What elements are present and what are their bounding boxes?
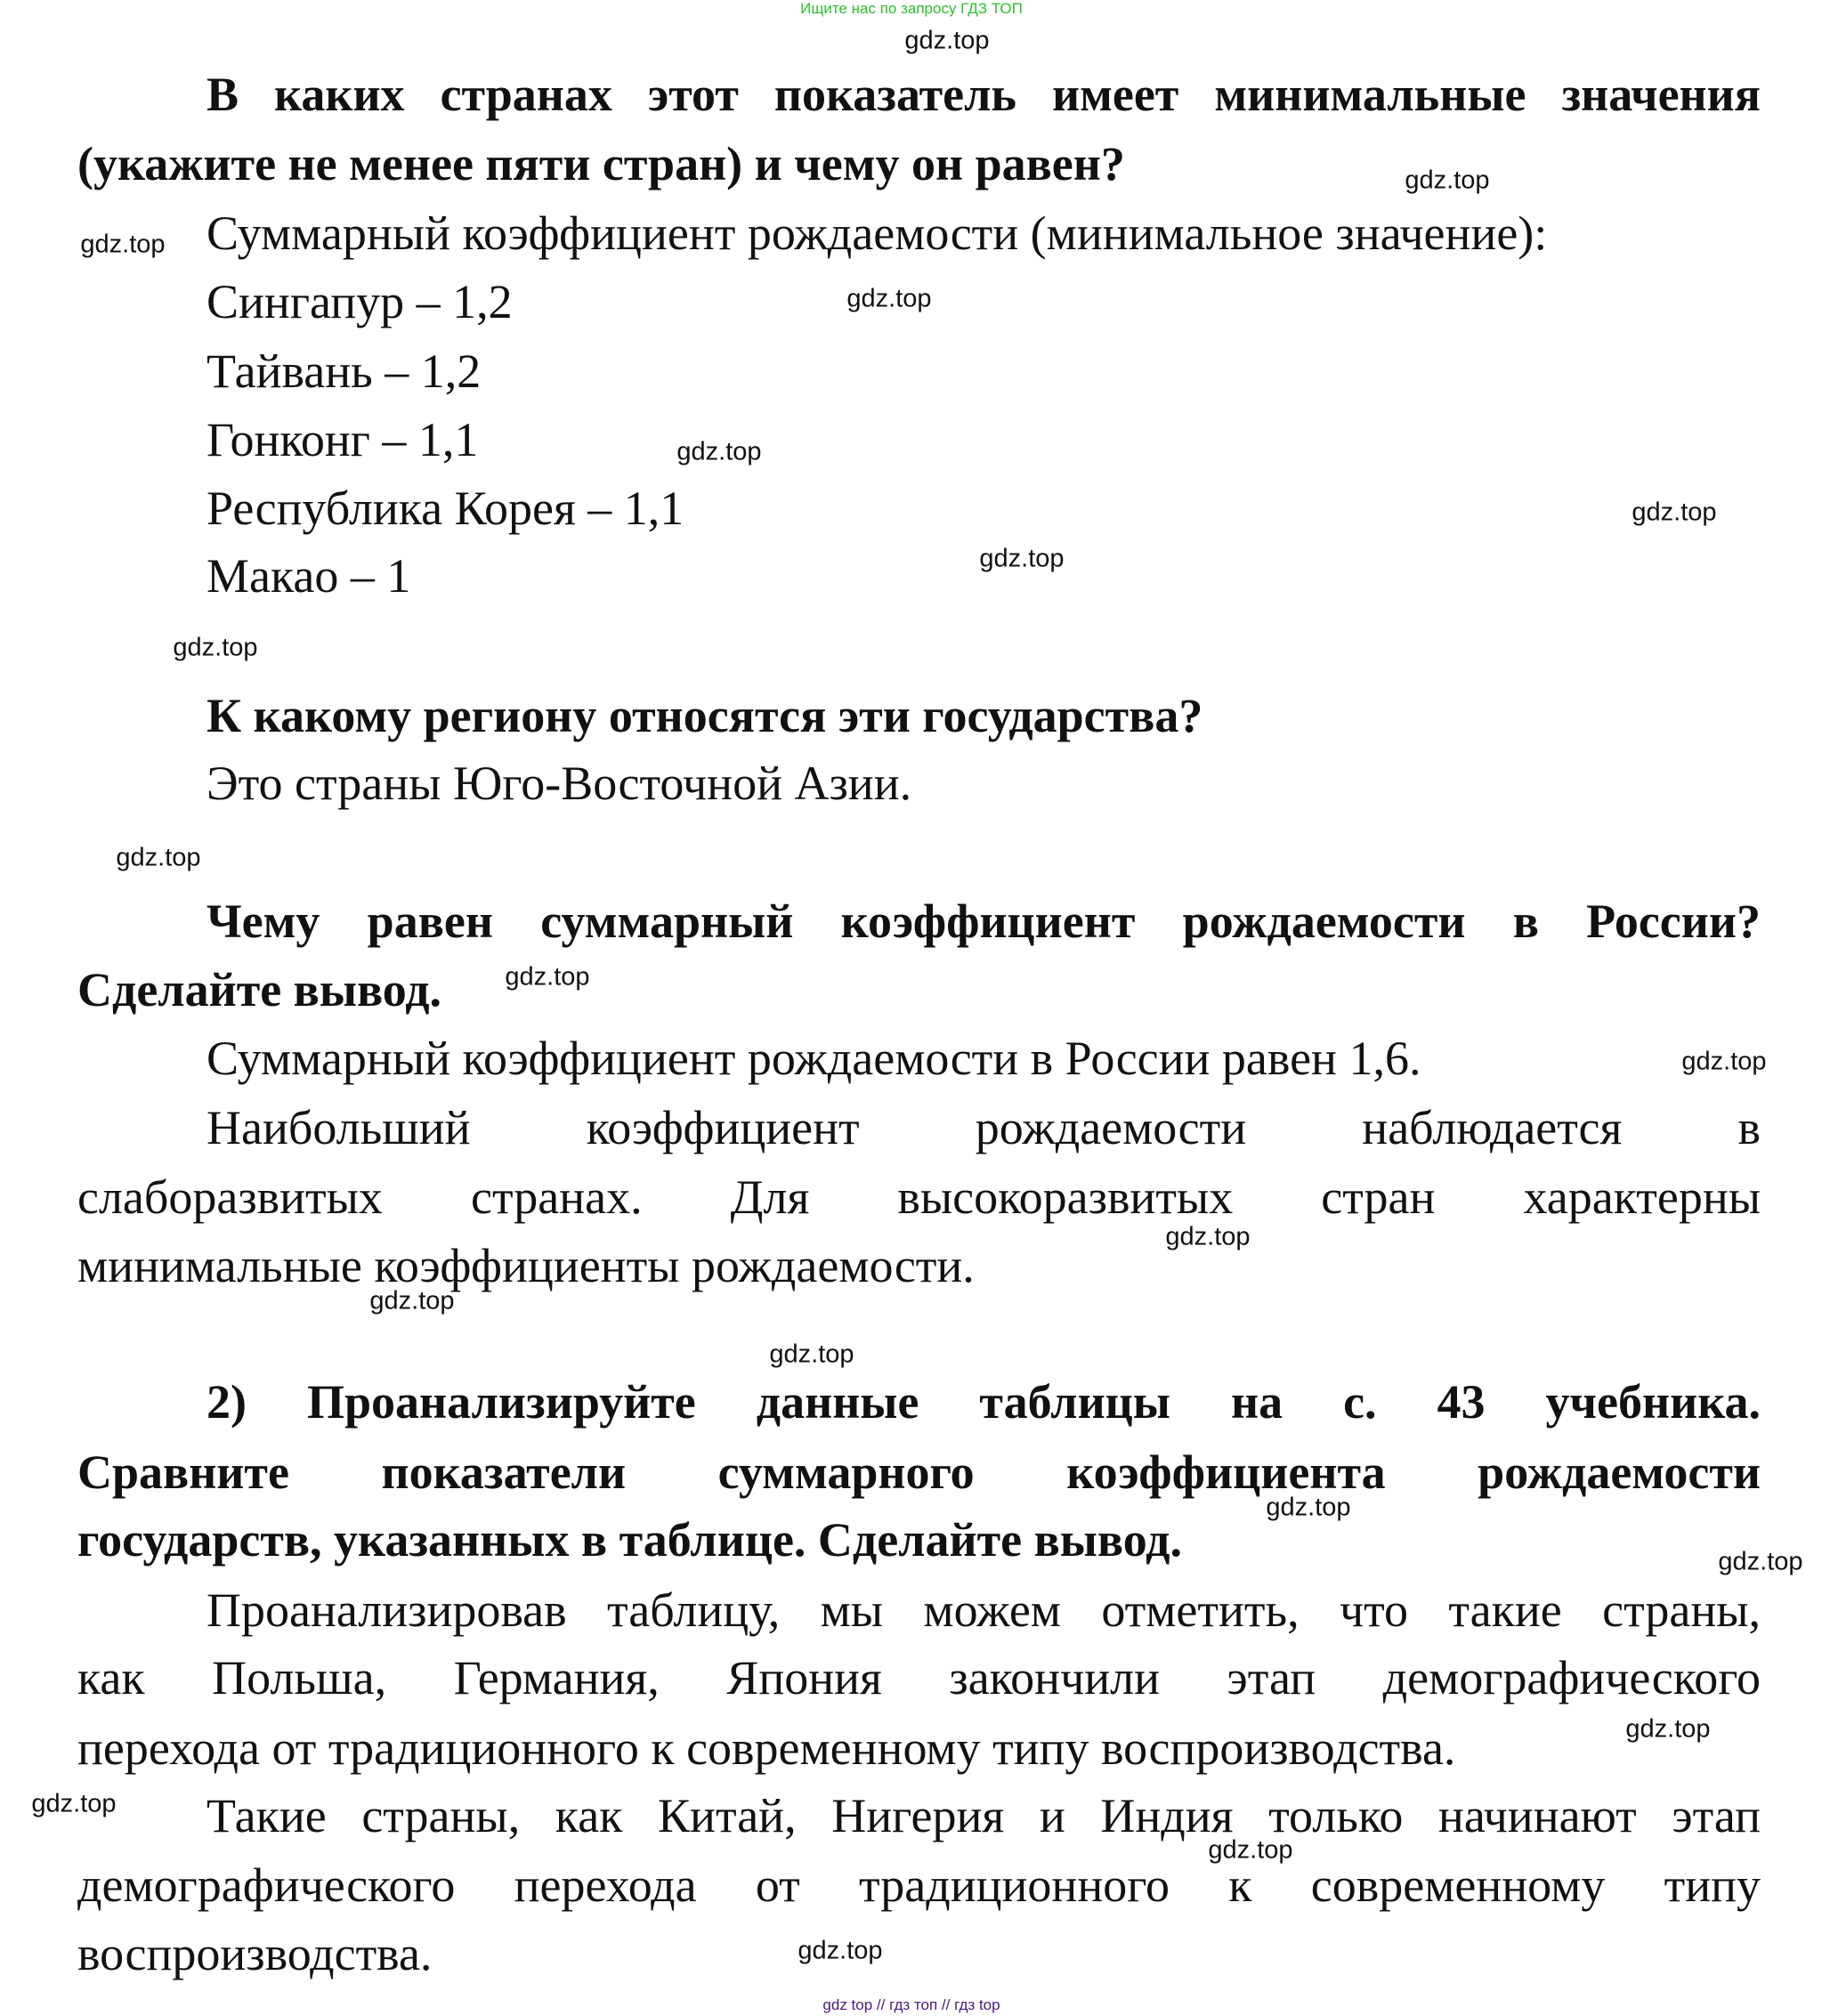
country-item: Тайвань – 1,2 <box>206 344 482 398</box>
watermark: gdz.top <box>1405 166 1490 195</box>
watermark: gdz.top <box>1208 1835 1293 1865</box>
watermark: gdz.top <box>979 544 1065 573</box>
watermark: gdz.top <box>369 1286 455 1316</box>
answer-line: Суммарный коэффициент рождаемости (минимальное значение): <box>206 206 1548 260</box>
answer-line: слаборазвитых странах. Для высокоразвитых стран характерны <box>77 1170 1761 1224</box>
task-line: государств, указанных в таблице. Сделайте вывод. <box>77 1513 1182 1567</box>
answer-line: Суммарный коэффициент рождаемости в России равен 1,6. <box>206 1032 1421 1085</box>
question-line: Сделайте вывод. <box>77 963 442 1016</box>
answer-line: Такие страны, как Китай, Нигерия и Индия только начинают этап <box>206 1789 1761 1842</box>
answer-line: Проанализировав таблицу, мы можем отметить, что такие страны, <box>206 1583 1761 1637</box>
country-item: Гонконг – 1,1 <box>206 413 479 466</box>
question-line: Чему равен суммарный коэффициент рождаемости в России? <box>206 895 1761 948</box>
country-item: Макао – 1 <box>206 549 411 603</box>
watermark: gdz.top <box>80 230 166 259</box>
question-line: В каких странах этот показатель имеет минимальные значения <box>206 68 1761 121</box>
watermark: gdz.top <box>1266 1493 1351 1522</box>
answer-line: воспроизводства. <box>77 1927 433 1980</box>
country-item: Республика Корея – 1,1 <box>206 482 684 535</box>
question-line: (укажите не менее пяти стран) и чему он равен? <box>77 137 1125 190</box>
watermark: gdz.top <box>1718 1547 1803 1576</box>
answer-line: как Польша, Германия, Япония закончили этап демографического <box>77 1651 1761 1704</box>
watermark: gdz.top <box>1165 1222 1251 1251</box>
task-line: 2) Проанализируйте данные таблицы на с. 43 учебника. <box>206 1375 1761 1429</box>
watermark: gdz.top <box>505 962 590 992</box>
answer-line: Наибольший коэффициент рождаемости наблюдается в <box>206 1101 1761 1154</box>
watermark: gdz.top <box>846 284 932 313</box>
question-line: К какому региону относятся эти государства? <box>206 689 1203 742</box>
answer-line: Это страны Юго-Восточной Азии. <box>206 757 912 810</box>
watermark: gdz.top <box>769 1340 854 1369</box>
watermark: gdz.top <box>31 1789 117 1818</box>
task-line: Сравните показатели суммарного коэффициента рождаемости <box>77 1445 1761 1499</box>
watermark: gdz.top <box>904 26 990 55</box>
answer-line: минимальные коэффициенты рождаемости. <box>77 1239 975 1292</box>
watermark: gdz.top <box>1681 1047 1767 1076</box>
footer-banner: gdz top // гдз топ // гдз top <box>822 1996 1000 2013</box>
country-item: Сингапур – 1,2 <box>206 275 513 328</box>
answer-line: демографического перехода от традиционного к современному типу <box>77 1858 1761 1912</box>
watermark: gdz.top <box>798 1936 883 1965</box>
watermark: gdz.top <box>173 633 258 662</box>
search-banner: Ищите нас по запросу ГДЗ ТОП <box>800 0 1023 17</box>
watermark: gdz.top <box>676 437 762 466</box>
watermark: gdz.top <box>116 843 201 872</box>
watermark: gdz.top <box>1625 1714 1711 1744</box>
answer-line: перехода от традиционного к современному типу воспроизводства. <box>77 1721 1456 1775</box>
watermark: gdz.top <box>1632 498 1717 527</box>
